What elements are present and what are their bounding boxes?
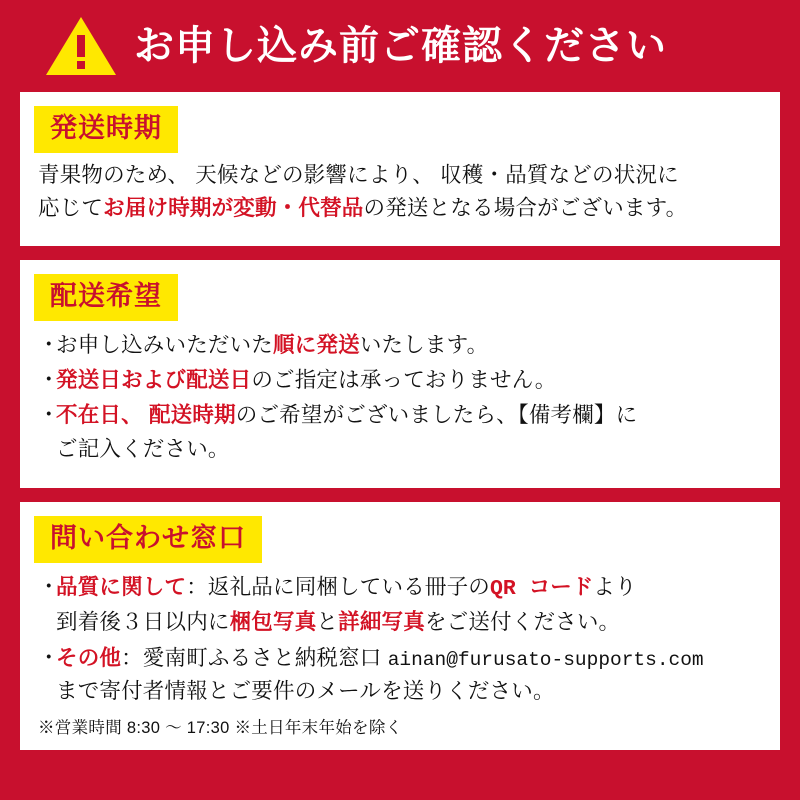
text-segment-emphasis: 不在日、 配送時期 — [56, 403, 236, 428]
text-segment: 到着後３日以内に — [56, 610, 230, 635]
text-segment: より — [593, 574, 637, 599]
text-segment-emphasis: 品質に関して — [56, 574, 187, 599]
text-line — [56, 399, 762, 432]
text-segment: お申し込みいただいた — [56, 332, 274, 357]
warning-triangle-icon — [44, 15, 118, 77]
text-line — [56, 606, 762, 639]
bullet-icon: ・ — [38, 367, 60, 392]
text-segment: をご送付ください。 — [424, 610, 621, 635]
text-segment: 応じて — [38, 196, 104, 221]
list-item-text — [56, 571, 762, 640]
text-line — [38, 159, 762, 192]
panel-contact-heading: 問い合わせ窓口 — [34, 516, 262, 563]
text-segment-emphasis: その他 — [56, 645, 122, 670]
text-segment: ：愛南町ふるさと納税窓口 — [121, 645, 388, 670]
text-segment-emphasis: 梱包写真 — [229, 610, 317, 635]
text-segment: と — [316, 610, 339, 635]
text-segment: いたします。 — [359, 332, 489, 357]
poster-header — [0, 0, 800, 92]
panel-shipping-heading: 発送時期 — [34, 106, 178, 153]
bullet-icon: ・ — [38, 403, 60, 428]
text-segment: 青果物のため、 天候などの影響により、 収穫・品質などの状況に — [38, 163, 679, 187]
text-segment: のご指定は承っておりません。 — [251, 367, 557, 392]
text-line — [56, 675, 762, 708]
panel-delivery — [20, 260, 780, 488]
list-item-text — [56, 364, 762, 397]
business-hours-note: ※営業時間 8:30 〜 17:30 ※土日年末年始を除く — [38, 719, 403, 738]
panel-delivery-body — [20, 327, 780, 478]
panel-shipping-body — [20, 159, 780, 236]
list-item — [38, 399, 762, 466]
panel-shipping — [20, 92, 780, 246]
list-item — [38, 571, 762, 640]
list-item — [38, 329, 762, 362]
text-segment-emphasis: 詳細写真 — [338, 610, 425, 635]
page-title: お申し込み前ご確認ください — [134, 24, 667, 68]
list-item-text — [56, 642, 762, 709]
text-line — [56, 571, 762, 606]
text-line — [56, 642, 762, 675]
bullet-icon: ・ — [38, 332, 60, 357]
bullet-icon: ・ — [38, 645, 60, 670]
text-line — [38, 192, 762, 225]
text-segment-emphasis: 発送日および配送日 — [56, 367, 252, 392]
text-segment-emphasis: お届け時期が変動・代替品 — [103, 196, 364, 221]
text-segment: ご記入ください。 — [56, 436, 230, 461]
panel-delivery-heading: 配送希望 — [34, 274, 178, 321]
bullet-icon: ・ — [38, 574, 60, 599]
list-item — [38, 364, 762, 397]
contact-email: ainan@furusato-supports.com — [387, 648, 704, 671]
text-line — [56, 433, 762, 466]
list-item-text — [56, 329, 762, 362]
text-segment: ：返礼品に同梱している冊子の — [186, 574, 491, 599]
list-item-text — [56, 399, 762, 466]
panel-contact — [20, 502, 780, 750]
text-segment: のご希望がございましたら、【備考欄】に — [235, 403, 638, 428]
qr-code-label: QR コード — [490, 576, 594, 601]
list-item — [38, 642, 762, 709]
panel-contact-body — [20, 569, 780, 708]
text-segment: の発送となる場合がございます。 — [363, 196, 688, 221]
text-segment-emphasis: 順に発送 — [273, 332, 360, 357]
text-segment: まで寄付者情報とご要件のメールを送りください。 — [56, 678, 555, 703]
